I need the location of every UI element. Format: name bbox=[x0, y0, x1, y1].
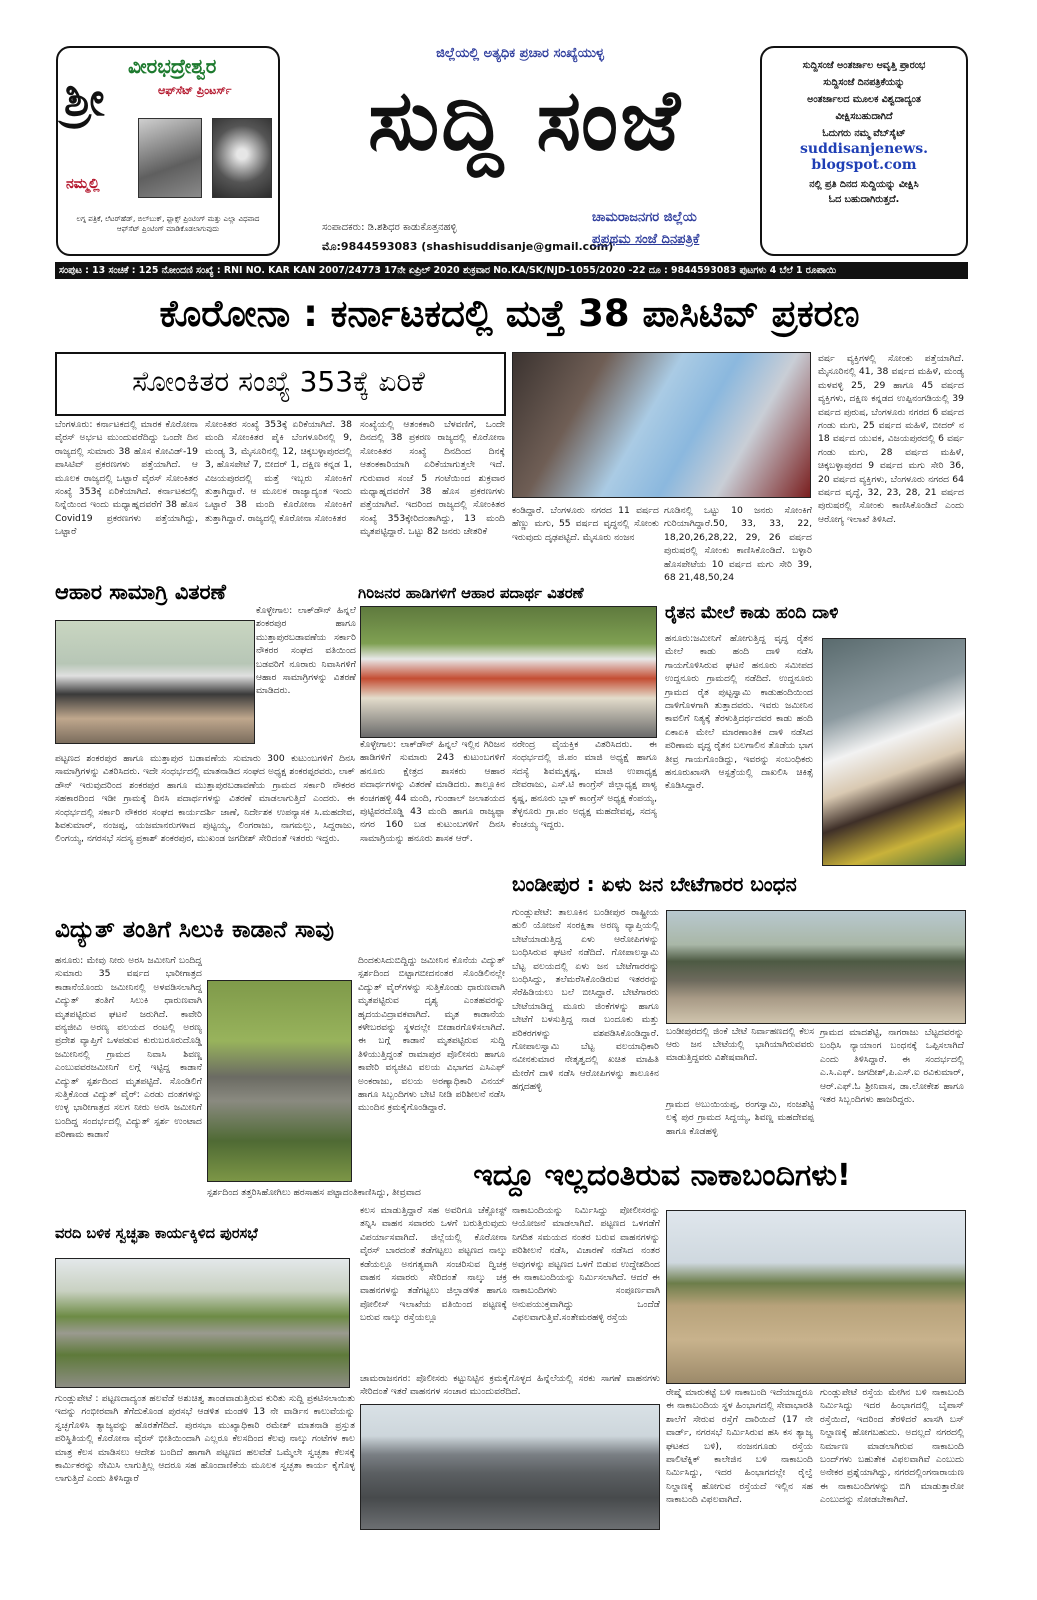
food-body: ಪಟ್ಟಣದ ಶಂಕರಪುರ ಹಾಗೂ ಮುತ್ತಾಪುರ ಬಡಾವಣೆಯ ಸುಮಾರು 300 ಕುಟುಂಬಗಳಿಗೆ ದಿನಸಿ ಸಾಮಾಗ್ರಿಗಳನ್ನು ವಿತರಿಸಿದರು. ಇದೇ ಸಂಧರ್ಭದಲ್ಲಿ ಮಾತನಾಡಿದ ಸಂಘದ ಅಧ್ಯಕ್ಷ ಶಂಕರಪ್ಪರವರು, ಲಾಕ್ ಡೌನ್ ಇರುವುದರಿಂದ ಶಂಕರಪುರ ಹಾಗೂ ಮುತ್ತಾಪುರಬಡಾವಣೆಯ ಗ್ರಾಮದ ಸರ್ಕಾರಿ ನೌಕರರ ಸಹಕಾರದಿಂದ ಇಡೀ ಗ್ರಾಮಕ್ಕೆ ದಿನಸಿ ಪದಾರ್ಥಗಳನ್ನು ವಿತರಣೆ ಮಾಡಲಾಗುತ್ತಿದೆ ಎಂದರು. ಈ ಸಂಧರ್ಭದಲ್ಲಿ ಸರ್ಕಾರಿ ನೌಕರರ ಸಂಘದ ಕಾರ್ಯದರ್ಶಿ ಜಾಣೆ, ನಿರ್ದೇಶಕ ಉಪನ್ಯಾಸಕ ಸಿ.ಮಹದೇವ, ಶಿವಕುಮಾರ್, ನಂಜಪ್ಪ, ಯಜಮಾನರುಗಳಾದ ಪುಟ್ಟಯ್ಯ, ಲಿಂಗರಾಜು, ನಾಗಮಲ್ಲು, ಸಿದ್ದರಾಜು, ಲಿಂಗಯ್ಯ, ನಗರಸಭೆ ಸದಸ್ಯ ಪ್ರಕಾಶ್ ಶಂಕರಪುರ, ಮುಖಂಡ ಜಗದೀಶ್ ಸೇರಿದಂತೆ ಇತರರು ಇದ್ದರು. bbox=[55, 753, 355, 845]
dead-elephant-photo bbox=[207, 980, 352, 1182]
lead-subhead: ಸೋಂಕಿತರ ಸಂಖ್ಯೆ 353ಕ್ಕೆ ಏರಿಕೆ bbox=[132, 365, 425, 398]
bandipur-col-3: ಗ್ರಾಮದ ಮಾದಶೆಟ್ಟಿ, ನಾಗರಾಜು ಬೆಟ್ಟದವರನ್ನು ಬಂಧಿಸಿ ನ್ಯಾಯಾಂಗ ಬಂಧನಕ್ಕೆ ಒಪ್ಪಿಸಲಾಗಿದೆ ಎಂದು ತಿಳಿಸಿದ್ದಾರೆ. ಈ ಸಂದರ್ಭದಲ್ಲಿ ಎ.ಸಿ.ಎಫ್. ಜಗದೀಶ್,ಪಿ.ಎಸ್.ಐ ರವಿಕುಮಾರ್, ಆರ್.ಎಫ್.ಓ ಶ್ರೀನಿವಾಸ, ಡಾ.ಲೋಕೇಶ ಹಾಗೂ ಇತರ ಸಿಬ್ಬಂದಿಗಳು ಹಾಜರಿದ್ದರು. bbox=[820, 1027, 964, 1106]
web-edition-line-6: ನಲ್ಲಿ ಪ್ರತಿ ದಿನದ ಸುದ್ದಿಯನ್ನು ವೀಕ್ಷಿಸಿ bbox=[809, 179, 919, 190]
lead-headline: ಕೊರೋನಾ : ಕರ್ನಾಟಕದಲ್ಲಿ ಮತ್ತೆ 38 ಪಾಸಿಟಿವ್ ಪ್ರಕರಣ bbox=[159, 292, 860, 335]
injured-farmer-photo bbox=[822, 638, 966, 866]
nammalli-text: ನಮ್ಮಲ್ಲಿ bbox=[66, 176, 100, 192]
lead-col-4: ಕಂಡಿದ್ದಾರೆ. ಬೆಂಗಳೂರು ನಗರದ 11 ವರ್ಷದ ಹೆಣ್ಣು ಮಗು, 55 ವರ್ಷದ ವೃದ್ಧನಲ್ಲಿ ಸೋಂಕು ಇರುವುದು ದೃಢಪಟ್ಟಿದೆ. ಮೈಸೂರು ನಂಜನ bbox=[512, 505, 659, 543]
web-edition-line-1: ಸುದ್ದಿಸಂಜೆ ಅಂತರ್ಜಾಲ ಆವೃತ್ತಿ ಪ್ರಾರಂಭ bbox=[802, 60, 926, 71]
tagline: ಜಿಲ್ಲೆಯಲ್ಲಿ ಅತ್ಯಧಿಕ ಪ್ರಚಾರ ಸಂಖ್ಯೆಯುಳ್ಳ bbox=[436, 46, 604, 61]
tribal-col-2: ನರೇಂದ್ರ ವೈಯಕ್ತಿಕ ವಿತರಿಸಿದರು. ಈ ಸಂಧರ್ಭದಲ್ಲಿ ಜಿ.ಪಂ ಮಾಜಿ ಅಧ್ಯಕ್ಷೆ ಹಾಗೂ ಸದಸ್ಯೆ ಶಿವಮ್ಮಕೃಷ್ಣ, ಮಾಜಿ ಉಪಾಧ್ಯಕ್ಷ ದೇವರಾಜು, ಎಸ್.ಟಿ ಕಾಂಗ್ರೆಸ್ ಜಿಲ್ಲಾಧ್ಯಕ್ಷ ಪಾಳ್ಯ ಕೃಷ್ಣ, ಹನೂರು ಬ್ಲಾಕ್ ಕಾಂಗ್ರೆಸ್ ಅಧ್ಯಕ್ಷ ಕೆಂಪಯ್ಯ, ತೆಳ್ಳನೂರು ಗ್ರಾ.ಪಂ ಅಧ್ಯಕ್ಷ ಮಹದೇವಪ್ಪ, ಸದಸ್ಯ ಕೆಂಚಯ್ಯ ಇದ್ದರು. bbox=[512, 739, 657, 831]
nakabandi-col-5: ಗುಂಡ್ಲುಪೇಟೆ ರಸ್ತೆಯ ಮೇಗಿನ ಬಳಿ ನಾಕಾಬಂದಿ ನಿರ್ಮಿಸಿದ್ದು ಇದರ ಹಿಂಭಾಗದಲ್ಲಿ ಬೈಪಾಸ್ ರಸ್ತೆಯಿದೆ, ಇದರಿಂದ ತೆರಳಿದರೆ ಖಾಸಗಿ ಬಸ್ ನಿಲ್ದಾಣಕ್ಕೆ ಹೋಗಬಹುದು. ಅದಲ್ಲದೆ ನಗರದಲ್ಲಿ ನಿರ್ಮಾಣ ಮಾಡಲಾಗಿರುವ ನಾಕಾಬಂದಿ ಬಂದ್‌ಗಳು ಬಹುತೇಕ ವಿಫಲವಾಗಿವೆ ಎಂಬುದು ಅನೇಕರ ಪ್ರಶ್ನೆಯಾಗಿದ್ದು, ನಗರದಲ್ಲಿಂಗನಾರಾಯಣ ಈ ನಾಕಾಬಂದಿಗಳನ್ನು ಬಿಗಿ ಮಾಡುತ್ತಾರೋ ಎಂಬುದನ್ನು ನೋಡಬೇಕಾಗಿದೆ. bbox=[820, 1387, 964, 1506]
lead-col-6: ವರ್ಷ ವ್ಯಕ್ತಿಗಳಲ್ಲಿ ಸೋಂಕು ಪತ್ತೆಯಾಗಿದೆ. ಮೈಸೂರಿನಲ್ಲಿ 41, 38 ವರ್ಷದ ಮಹಿಳೆ, ಮಂಡ್ಯ ಮಳವಳ್ಳಿ 25, 29 ಹಾಗೂ 45 ವರ್ಷದ ವ್ಯಕ್ತಿಗಳು, ದಕ್ಷಿಣ ಕನ್ನಡದ ಉಪ್ಪಿನಂಗಡಿಯಲ್ಲಿ 39 ವರ್ಷದ ಪುರುಷ, ಬೆಂಗಳೂರು ನಗರದ 6 ವರ್ಷದ ಗಂಡು ಮಗು, 25 ವರ್ಷದ ಮಹಿಳೆ, ಬೀದರ್ ನ 18 ವರ್ಷದ ಯುವಕ, ವಿಜಯಪುರದಲ್ಲಿ 6 ವರ್ಷ ಗಂಡು ಮಗು, 28 ವರ್ಷದ ಮಹಿಳೆ, ಚಿಕ್ಕಬಳ್ಳಾಪುರದ 9 ವರ್ಷದ ಮಗು ಸೇರಿ 36, 20 ವರ್ಷದ ವ್ಯಕ್ತಿಗಳು, ಬೆಂಗಳೂರು ನಗರದ 64 ವರ್ಷದ ವೃದ್ಧೆ, 32, 23, 28, 21 ವರ್ಷದ ಪುರುಷರಲ್ಲಿ ಸೋಂಕು ಕಾಣಿಸಿಕೊಂಡಿದೆ ಎಂದು ಆರೋಗ್ಯ ಇಲಾಖೆ ತಿಳಿಸಿದೆ. bbox=[818, 353, 964, 525]
lead-col-1: ಬೆಂಗಳೂರು: ಕರ್ನಾಟಕದಲ್ಲಿ ಮಾರಕ ಕೊರೋನಾ ವೈರಸ್ ಅರ್ಭಟ ಮುಂದುವರೆದಿದ್ದು ಒಂದೇ ದಿನ ರಾಜ್ಯದಲ್ಲಿ ಸುಮಾರು 38 ಹೊಸ ಕೋವಿಡ್-19 ಪಾಸಿಟಿವ್ ಪ್ರಕರಣಗಳು ಪತ್ತೆಯಾಗಿದೆ. ಆ ಮೂಲಕ ರಾಜ್ಯದಲ್ಲಿ ಒಟ್ಟಾರೆ ವೈರಸ್ ಸೋಂಕಿತರ ಸಂಖ್ಯೆ 353ಕ್ಕೆ ಏರಿಕೆಯಾಗಿದೆ. ಕರ್ನಾಟಕದಲ್ಲಿ ನಿನ್ನೆಯಿಂದ ಇಂದು ಮಧ್ಯಾಹ್ನದವರೆಗೆ 38 ಹೊಸ Covid19 ಪ್ರಕರಣಗಳು ಪತ್ತೆಯಾಗಿದ್ದು, ಒಟ್ಟಾರೆ bbox=[55, 419, 198, 538]
editor-line: ಸಂಪಾದಕರು: ಡಿ.ಶಶಿಧರ ಕಾಡುಕೊತ್ತನಹಳ್ಳಿ bbox=[322, 222, 457, 233]
elephant-headline: ವಿದ್ಯುತ್ ತಂತಿಗೆ ಸಿಲುಕಿ ಕಾಡಾನೆ ಸಾವು bbox=[55, 917, 335, 943]
elephant-col-extra: ಸ್ಪರ್ಶದಿಂದ ತತ್ತರಿಸಿಹೋಗಿಲು ಹರಸಾಹಸ ಪಟ್ಟಾದಂತಿಕಾಣಿಸಿದ್ದು, ತೀವ್ರವಾದ bbox=[207, 1187, 421, 1198]
nakabandi-col-1: ಚಾಮರಾಜನಗರ: ಪೊಲೀಸರು ಕಟ್ಟುನಿಟ್ಟಿನ ಕ್ರಮಕೈಗೊಳ್ಳದ ಹಿನ್ನೆಲೆಯಲ್ಲಿ ಸರಕು ಸಾಗಣೆ ವಾಹನಗಳು ಸೇರಿದಂತೆ ಇತರೆ ವಾಹನಗಳ ಸಂಚಾರ ಮುಂದುವರೆದಿದೆ. bbox=[360, 1373, 660, 1398]
bandipur-col-2: ಗ್ರಾಮದ ಅಬುಯಿಯಪ್ಪ, ರಂಗಸ್ವಾಮಿ, ನಂಜಶೆಟ್ಟಿ ಲಕ್ಕೆ ಪುರ ಗ್ರಾಮದ ಸಿದ್ದಯ್ಯ, ಶಿವಣ್ಣ ಮಹದೇವಪ್ಪ ಹಾಗೂ ಕೊಡಹಳ್ಳಿ bbox=[666, 1099, 814, 1137]
nakabandi-headline: ಇದ್ದೂ ಇಲ್ಲದಂತಿರುವ ನಾಕಾಬಂದಿಗಳು! bbox=[473, 1158, 851, 1193]
cleaning-body: ಗುಂಡ್ಲುಪೇಟೆ : ಪಟ್ಟಣದಾದ್ಯಂತ ಹಲವೆಡೆ ಅಶುಚಿತ್ವ ತಾಂಡವಾಡುತ್ತಿರುವ ಕುರಿತು ಸುದ್ದಿ ಪ್ರಕಟಿಸಲಾಯಿತು ಇದನ್ನು ಗಂಭೀರವಾಗಿ ತೆಗೆದುಕೊಂಡ ಪುರಸಭೆ ಆಡಳಿತ ಮಂಡಳಿ 13 ನೇ ವಾರ್ಡಿನ ಕಾಲುವೆಯನ್ನು ಸ್ವಚ್ಛಗೊಳಿಸಿ ತ್ಯಾಜ್ಯವನ್ನು ಹೊರತೆಗೆದಿದೆ. ಪುರಸಭಾ ಮುಖ್ಯಾಧಿಕಾರಿ ರಮೇಶ್ ಮಾತನಾಡಿ ಪ್ರಸ್ತುತ ಪರಿಸ್ಥಿತಿಯಲ್ಲಿ ಕೊರೋನಾ ವೈರಸ್ ಭೀತಿಯಿಂದಾಗಿ ಎಲ್ಲರೂ ಕೆಲಸದಿಂದ ಕೆಲವು ನಾಲ್ಕು ಗಂಟೆಗಳ ಕಾಲ ಮಾತ್ರ ಕೆಲಸ ಮಾಡಿಸಲು ಆದೇಶ ಬಂದಿದೆ ಹಾಗಾಗಿ ಪಟ್ಟಣದ ಹಲವೆಡೆ ಒಮ್ಮೆಲೇ ಸ್ವಚ್ಛತಾ ಕೆಲಸಕ್ಕೆ ಕಾರ್ಮಿಕರನ್ನು ನೇಮಿಸಿ ಲಾಗುತ್ತಿಲ್ಲ ಆದರೂ ಸಹ ಹೊಂದಾಣಿಕೆಯ ಮೂಲಕ ಸ್ವಚ್ಛತಾ ಕಾರ್ಯ ಕೈಗೊಳ್ಳ ಲಾಗುತ್ತಿದೆ ಎಂದು ತಿಳಿಸಿದ್ದಾರೆ bbox=[55, 1393, 355, 1485]
lead-col-5: ಗೂಡಿನಲ್ಲಿ ಒಟ್ಟು 10 ಜನರು ಸೋಂಕಿಗೆ ಗುರಿಯಾಗಿದ್ದಾರೆ.50, 33, 33, 22, 18,20,26,28,22, 29, 26 ವರ್ಷದ ಪುರುಷರಲ್ಲಿ ಸೋಂಕು ಕಾಣಿಸಿಕೊಂಡಿದೆ. ಬಳ್ಳಾರಿ ಹೊಸಪೇಟೆಯ 10 ವರ್ಷದ ಮಗು ಸೇರಿ 39, 68 21,48,50,24 bbox=[664, 505, 812, 584]
newspaper-title: ಸುದ್ದಿ ಸಂಜೆ bbox=[367, 71, 683, 169]
right-advert-box bbox=[760, 46, 968, 256]
phone-email: ಮೊ:9844593083 (shashisuddisanje@gmail.com) bbox=[322, 240, 614, 253]
tribal-col-1: ಕೊಳ್ಳೇಗಾಲ: ಲಾಕ್‌ಡೌನ್ ಹಿನ್ನಲೆ ಇಲ್ಲಿನ ಗಿರಿಜನ ಹಾಡಿಗಳಿಗೆ ಸುಮಾರು 243 ಕುಟುಂಬಗಳಿಗೆ ಹನೂರು ಕ್ಷೇತ್ರದ ಶಾಸಕರು ಆಹಾರ ಪದಾರ್ಥಗಳನ್ನು ವಿತರಣೆ ಮಾಡಿದರು. ತಾಲ್ಲೂಕಿನ ಕಂಚಗಹಳ್ಳಿ 44 ಮಂದಿ, ಗುಂಡಾಲ್ ಜಲಾಶಯದ ಪುಟ್ಟಿವರದೊಡ್ಡಿ 43 ಮಂದಿ ಹಾಗೂ ರಾಜ್ಯಪ್ಪಾ ನಗರ 160 ಬಡ ಕುಟುಂಬಗಳಿಗೆ ದಿನಸಿ ಸಾಮಾಗ್ರಿಯನ್ನು ಹನೂರು ಶಾಸಕ ಆರ್. bbox=[360, 739, 505, 844]
web-edition-line-5: ಓದುಗರು ನಮ್ಮ ವೆಬ್‌ಸೈಟ್ bbox=[822, 128, 906, 139]
district-line-2: ಪ್ರಪ್ರಥಮ ಸಂಜೆ ದಿನಪತ್ರಿಕೆ bbox=[592, 232, 700, 247]
pig-attack-headline: ರೈತನ ಮೇಲೆ ಕಾಡು ಹಂದಿ ದಾಳಿ bbox=[665, 603, 839, 623]
deity-image-2 bbox=[212, 118, 272, 198]
website-link[interactable]: suddisanjenews. bbox=[800, 141, 928, 157]
nakabandi-col-4: ರೇಷ್ಮೆ ಮಾರುಕಟ್ಟೆ ಬಳಿ ನಾಕಾಬಂದಿ ಇದೆಯಾದ್ದರೂ ಈ ನಾಕಾಬಂದಿಯ ಸ್ಥಳ ಹಿಂಭಾಗದಲ್ಲಿ ಸೇವಾಭಾರತಿ ಶಾಲೆಗೆ ಸೇರುವ ರಸ್ತೆಗೆ ದಾರಿಯಿದೆ (17 ನೇ ವಾರ್ಡ್, ನಗರಸಭೆ ನಿರ್ಮಿಸಿರುವ ಹಸಿ ಕಸ ತ್ಯಾಜ್ಯ ಘಟಕದ ಬಳಿ), ನಂಜನಗೂಡು ರಸ್ತೆಯ ಪಾಲಿಟೆಕ್ನಿಕ್ ಕಾಲೇಜಿನ ಬಳಿ ನಾಕಾಬಂದಿ ನಿರ್ಮಿಸಿದ್ದು, ಇದರ ಹಿಂಭಾಗದಲ್ಲೇ ರೈಲ್ವೆ ನಿಲ್ದಾಣಕ್ಕೆ ಹೋಗುವ ರಸ್ತೆಯದೆ ಇಲ್ಲಿನ ಸಹ ನಾಕಾಬಂದಿ ವಿಫಲವಾಗಿದೆ. bbox=[666, 1387, 813, 1506]
poachers-arrest-photo bbox=[666, 910, 966, 1024]
elephant-col-2: ದಿಂದಕುಸಿದುಬಿದ್ದಿದ್ದು ಜಮೀನಿನ ಕೊನೆಯ ವಿದ್ಯುತ್ ಸ್ಪರ್ಶದಿಂದ ಬಿಟ್ಟಾಗಬೀದನಂತರ ಸೊಂಡಿಲಿನಲ್ಲೇ ವಿದ್ಯುತ್ ವೈರ್‌ಗಳನ್ನು ಸುತ್ತಿಕೊಂಡು ಧಾರುಣವಾಗಿ ಮೃತಪಟ್ಟಿರುವ ದೃಶ್ಯ ಎಂತಹವರನ್ನು ಹೃದಯವಿದ್ರಾವಕವಾಗಿದೆ. ಮೃತ ಕಾಡಾನೆಯ ಕಳೇಬರವನ್ನು ಸ್ಥಳದಲ್ಲೇ ಬೀಡಾರಗೊಳಿಸಲಾಗಿದೆ. ಈ ಬಗ್ಗೆ ಕಾಡಾನೆ ಮೃತಪಟ್ಟಿರುವ ಸುದ್ದಿ ತಿಳಿಯುತ್ತಿದ್ದಂತೆ ರಾಮಾಪುರ ಪೊಲೀಸರು ಹಾಗೂ ಕಾವೇರಿ ವನ್ಯಜೀವಿ ವಲಯ ವಿಭಾಗದ ಎಸಿಎಫ್ ಅಂಕರಾಜು, ವಲಯ ಅರಣ್ಯಾಧಿಕಾರಿ ವಿನಯ್ ಹಾಗೂ ಸಿಬ್ಬಂದಿಗಳು ಬೇಟಿ ನೀಡಿ ಪರಿಶೀಲನೆ ನಡೆಸಿ ಮುಂದಿನ ಕ್ರಮಕೈಗೊಂಡಿದ್ದಾರೆ. bbox=[358, 955, 505, 1114]
info-bar: ಸಂಪುಟ : 13 ಸಂಚಿಕೆ : 125 ನೋಂದಣಿ ಸಂಖ್ಯೆ : RNI NO. KAR KAN 2007/24773 17ನೇ ಏಪ್ರಿಲ್ 2020 ಶುಕ್ರವಾರ No.KA/SK/NJD-1055/2020 -22 ದೂ : 9844593083 ಪುಟಗಳು 4 ಬೆಲೆ 1 ರೂಪಾಯಿ bbox=[55, 262, 968, 279]
bandipur-headline: ಬಂಡೀಪುರ : ಏಳು ಜನ ಬೇಟೆಗಾರರ ಬಂಧನ bbox=[512, 872, 797, 896]
food-headline: ಆಹಾರ ಸಾಮಾಗ್ರಿ ವಿತರಣೆ bbox=[55, 580, 226, 604]
sri-logo-text: ಶ್ರೀ bbox=[64, 72, 105, 126]
elephant-col-1: ಹನೂರು: ಮೇವು ನೀರು ಅರಸಿ ಜಮೀನಿಗೆ ಬಂದಿದ್ದ ಸುಮಾರು 35 ವರ್ಷದ ಭಾರೀಗಾತ್ರದ ಕಾಡಾನೆಯೊಂದು ಜಮೀನಿನಲ್ಲಿ ಅಳವಡಿಸಲಾಗಿದ್ದ ವಿದ್ಯುತ್ ತಂತಿಗೆ ಸಿಲುಕಿ ಧಾರುಣವಾಗಿ ಮೃತಪಟ್ಟಿರುವ ಘಟನೆ ಜರುಗಿದೆ. ಕಾವೇರಿ ವನ್ಯಜೀವಿ ಅರಣ್ಯ ವಲಯದ ರಂಟಲ್ಲಿ ಅರಣ್ಯ ಪ್ರದೇಶ ವ್ಯಾಪ್ತಿಗೆ ಒಳಪಡುವ ಕುರುಬರೂರುದೊಡ್ಡಿ ಜಮೀನಿನಲ್ಲಿ ಗ್ರಾಮದ ನಿವಾಸಿ ಶಿವಣ್ಣ ಎಂಬುವವರಜಮೀನಿಗೆ ಲಗ್ಗೆ ಇಟ್ಟಿದ್ದ ಕಾಡಾನೆ ವಿದ್ಯುತ್ ಸ್ಪರ್ಶದಿಂದ ಮೃತಪಟ್ಟಿದೆ. ಸೊಂಡಿಲಿಗೆ ಸುತ್ತಿಕೊಂಡ ವಿದ್ಯುತ್ ವೈರ್: ಎರಡು ದಂತಗಳನ್ನು ಉಳ್ಳ ಭಾರೀಗಾತ್ರದ ಸಲಗ ನೀರು ಅರಸಿ ಜಮೀನಿಗೆ ಬಂದಿದ್ದ ಸಂದರ್ಭದಲ್ಲಿ ವಿದ್ಯುತ್ ಸ್ಪರ್ಶ ಉಂಟಾದ ಪರಿಣಾಮ ಕಾಡಾನೆ bbox=[55, 955, 202, 1141]
nakabandi-col-3: ನಾಕಾಬಂದಿಯನ್ನು ನಿರ್ಮಿಸಿದ್ದು ಪೋಲೀಸರನ್ನು ಆಯೋಜನೆ ಮಾಡಲಾಗಿದೆ. ಪಟ್ಟಣದ ಒಳಗಡೆಗೆ ನಿಗದಿತ ಸಮಯದ ನಂತರ ಬರುವ ವಾಹನಗಳನ್ನು ಪರಿಶೀಲನೆ ನಡೆಸಿ, ವಿಚಾರಣೆ ನಡೆಸಿದ ನಂತರ ಅವುಗಳನ್ನು ಪಟ್ಟಣದ ಒಳಗೆ ಬಿಡುವ ಉದ್ದೇಶದಿಂದ ಈ ನಾಕಾಬಂದಿಯನ್ನು ನಿರ್ಮಿಸಲಾಗಿದೆ. ಆದರೆ ಈ ನಾಕಾಬಂದಿಗಳು ಸಂಪೂರ್ಣವಾಗಿ ಅನುಪಯುಕ್ತವಾಗಿದ್ದು ಒಂದೆಡೆ ವಿಫಲವಾಗುತ್ತಿವೆ.ಸಂತೇಮರಹಳ್ಳಿ ರಸ್ತೆಯ bbox=[512, 1205, 660, 1324]
printer-services: ಲಗ್ನ ಪತ್ರಿಕೆ, ಲೆಟರ್‌ಹೆಡ್, ಬಿಲ್‌ಬುಕ್, ಫ್ಲಾಕ್ಸ್ ಪ್ರಿಂಟಿಂಗ್ ಮತ್ತು ಎಲ್ಲಾ ವಿಧವಾದ ಆಫ್‌ಸೆಟ್ ಪ್ರಿಂಟಿಂಗ್ ಮಾಡಿಕೊಡಲಾಗುವುದು bbox=[76, 214, 260, 233]
shed-road-photo bbox=[360, 1404, 660, 1530]
web-edition-line-3: ಅಂತರ್ಜಾಲದ ಮೂಲಕ ವಿಶ್ವದಾದ್ಯಂತ bbox=[807, 94, 921, 105]
deity-image-1 bbox=[138, 118, 202, 198]
web-edition-line-7: ಓದ ಬಹುದಾಗಿರುತ್ತದೆ. bbox=[828, 194, 900, 205]
lead-col-3: ಸಂಖ್ಯೆಯಲ್ಲಿ ಆತಂಕಕಾರಿ ಬೆಳವಣಿಗೆ, ಒಂದೇ ದಿನದಲ್ಲಿ 38 ಪ್ರಕರಣ ರಾಜ್ಯದಲ್ಲಿ ಕೊರೋನಾ ಸೋಂಕಿತರ ಸಂಖ್ಯೆ ದಿನದಿಂದ ದಿನಕ್ಕೆ ಆತಂಕಕಾರಿಯಾಗಿ ಏರಿಕೆಯಾಗುತ್ತಲೇ ಇದೆ. ಗುರುವಾರ ಸಂಜೆ 5 ಗಂಟೆಯಿಂದ ಶುಕ್ರವಾರ ಮಧ್ಯಾಹ್ನದವರೆಗೆ 38 ಹೊಸ ಪ್ರಕರಣಗಳು ಪತ್ತೆಯಾಗಿವೆ. ಇದರಿಂದ ರಾಜ್ಯದಲ್ಲಿ ಸೋಂಕಿತರ ಸಂಖ್ಯೆ 353ಕ್ಕೇರಿದಂತಾಗಿದ್ದು, 13 ಮಂದಿ ಮೃತಪಟ್ಟಿದ್ದಾರೆ. ಒಟ್ಟು 82 ಜನರು ಚೇತರಿಕೆ bbox=[360, 419, 505, 538]
printer-sub: ಆಫ್‌ಸೆಟ್ ಪ್ರಿಂಟರ್ಸ್ bbox=[158, 84, 232, 97]
tribal-food-photo bbox=[360, 606, 657, 738]
canal-cleaning-photo bbox=[55, 1258, 350, 1388]
food-distribution-photo-1 bbox=[55, 620, 255, 744]
ppe-worker-photo bbox=[512, 352, 811, 498]
checkpost-road-photo bbox=[666, 1210, 966, 1384]
left-advert-box bbox=[56, 46, 280, 256]
bandipur-caption: ಬಂಡೀಪುರದಲ್ಲಿ ಜಿಂಕೆ ಬೇಟೆ ನಿರ್ವಾಹಣದಲ್ಲಿ ಕೆಲಸ ಆರು ಜನ ಬೇಟೆಯಲ್ಲಿ ಭಾಗಿಯಾಗಿರುವವರು ಮಾಡುತ್ತಿದ್ದವರು ವಿಶೇಷವಾಗಿದೆ. bbox=[666, 1027, 814, 1063]
bandipur-col-1: ಗುಂಡ್ಲುಪೇಟೆ: ತಾಲೂಕಿನ ಬಂಡೀಪುರ ರಾಷ್ಟ್ರೀಯ ಹುಲಿ ಯೋಜನೆ ಸಂರಕ್ಷಿತಾ ಅರಣ್ಯ ವ್ಯಾಪ್ತಿಯಲ್ಲಿ ಬೇಟೆಯಾಡುತ್ತಿದ್ದ ಏಳು ಆರೋಪಿಗಳನ್ನು ಬಂಧಿಸಿರುವ ಘಟನೆ ನಡೆದಿದೆ. ಗೋಪಾಲಸ್ವಾಮಿ ಬೆಟ್ಟ ವಲಯದಲ್ಲಿ ಏಳು ಜನ ಬೇಟೆಗಾರರನ್ನು ಬಂಧಿಸಿದ್ದು, ತಲೆಮರೆಸಿಕೊಂಡಿರುವ ಇತರರನ್ನು ಸೆರೆಹಿಡಿಯಲು ಬಲೆ ಬೀಸಿದ್ದಾರೆ. ಬೇಟೆಗಾರರು ಬೇಟೆಯಾಡಿದ್ದ ಮೂರು ಜಿಂಕೆಗಳನ್ನು ಹಾಗೂ ಬೇಟೆಗೆ ಬಳಸುತ್ತಿದ್ದ ನಾಡ ಬಂದೂಕು ಮತ್ತು ಪರಿಕರಗಳನ್ನು ವಶಪಡಿಸಿಕೊಂಡಿದ್ದಾರೆ. ಗೋಪಾಲಸ್ವಾಮಿ ಬೆಟ್ಟ ವಲಯಾಧಿಕಾರಿ ನವೀನಕುಮಾರ ನೇತೃತ್ವದಲ್ಲಿ ಖಚಿತ ಮಾಹಿತಿ ಮೇರೆಗೆ ದಾಳಿ ನಡೆಸಿ ಆರೋಪಿಗಳನ್ನು ತಾಲೂಕಿನ ಹಗ್ಗದಹಳ್ಳಿ bbox=[512, 907, 659, 1093]
web-edition-line-4: ವೀಕ್ಷಿಸಬಹುದಾಗಿದೆ bbox=[835, 111, 893, 122]
lead-col-2: ಸೋಂಕಿತರ ಸಂಖ್ಯೆ 353ಕ್ಕೆ ಏರಿಕೆಯಾಗಿದೆ. 38 ಮಂದಿ ಸೋಂಕಿತರ ಪೈಕಿ ಬೆಂಗಳೂರಿನಲ್ಲಿ 9, ಮಂಡ್ಯ 3, ಮೈಸೂರಿನಲ್ಲಿ 12, ಚಿಕ್ಕಬಳ್ಳಾಪುರದಲ್ಲಿ 3, ಹೊಸಪೇಟೆ 7, ಬೀದರ್ 1, ದಕ್ಷಿಣ ಕನ್ನಡ 1, ವಿಜಯಪುರದಲ್ಲಿ ಮತ್ತೆ ಇಬ್ಬರು ಸೋಂಕಿಗೆ ತುತ್ತಾಗಿದ್ದಾರೆ. ಆ ಮೂಲಕ ರಾಜ್ಯಾದ್ಯಂತ ಇಂದು ಒಟ್ಟಾರೆ 38 ಮಂದಿ ಕೊರೋನಾ ಸೋಂಕಿಗೆ ತುತ್ತಾಗಿದ್ದಾರೆ. ರಾಜ್ಯದಲ್ಲಿ ಕೊರೋನಾ ಸೋಂಕಿತರ bbox=[205, 419, 352, 524]
cleaning-headline: ವರದಿ ಬಳಿಕ ಸ್ವಚ್ಛತಾ ಕಾರ್ಯಕ್ಕಿಳಿದ ಪುರಸಭೆ bbox=[55, 1226, 258, 1242]
food-side-text: ಕೊಳ್ಳೇಗಾಲ: ಲಾಕ್‌ಡೌನ್ ಹಿನ್ನಲೆ ಶಂಕರಪುರ ಹಾಗೂ ಮುತ್ತಾಪುರಬಡಾವಣೆಯ ಸರ್ಕಾರಿ ನೌಕರರ ಸಂಘದ ವತಿಯಿಂದ ಬಡವರಿಗೆ ನೂರಾರು ನಿವಾಸಿಗಳಿಗೆ ಆಹಾರ ಸಾಮಾಗ್ರಿಗಳನ್ನು ವಿತರಣೆ ಮಾಡಿದರು. bbox=[256, 605, 356, 697]
district-line-1: ಚಾಮರಾಜನಗರ ಜಿಲ್ಲೆಯ bbox=[592, 210, 697, 225]
website-link-2[interactable]: blogspot.com bbox=[811, 157, 917, 173]
nakabandi-col-2: ಕಲಸ ಮಾಡುತ್ತಿದ್ದಾರೆ ಸಹ ಅವರಿಗೂ ಚೆಕ್ಪೋಸ್ಟ್ ತನ್ನಿಸಿ ವಾಹನ ಸವಾರರು ಒಳಗೆ ಬರುತ್ತಿರುವುದು ವಿಪರ್ಯಾಸವಾಗಿದೆ. ಜಿಲ್ಲೆಯಲ್ಲಿ ಕೊರೋನಾ ವೈರಸ್ ಬಾರದಂತೆ ತಡೆಗಟ್ಟಲು ಪಟ್ಟಣದ ನಾಲ್ಕು ಕಡೆಯಲ್ಲೂ ಅನಗತ್ಯವಾಗಿ ಸಂಚರಿಸುವ ದ್ವಿಚಕ್ರ ವಾಹನ ಸವಾರರು ಸೇರಿದಂತೆ ನಾಲ್ಕು ಚಕ್ರ ವಾಹನಗಳನ್ನು ತಡೆಗಟ್ಟಲು ಜಿಲ್ಲಾಡಳಿತ ಹಾಗೂ ಪೋಲೀಸ್ ಇಲಾಖೆಯ ವತಿಯಿಂದ ಪಟ್ಟಣಕ್ಕೆ ಬರುವ ನಾಲ್ಕು ರಸ್ತೆಯಲ್ಲೂ bbox=[360, 1205, 507, 1324]
printer-name: ವೀರಭದ್ರೇಶ್ವರ bbox=[128, 54, 217, 78]
web-edition-line-2: ಸುದ್ದಿಸಂಜೆ ದಿನಪತ್ರಿಕೆಯನ್ನು bbox=[823, 77, 905, 88]
tribal-food-headline: ಗಿರಿಜನರ ಹಾಡಿಗಳಿಗೆ ಆಹಾರ ಪದಾರ್ಥ ವಿತರಣೆ bbox=[358, 584, 584, 602]
pig-attack-body: ಹನೂರು:ಜಮೀನಿಗೆ ಹೋಗುತ್ತಿದ್ದ ವೃದ್ಧ ರೈತನ ಮೇಲೆ ಕಾಡು ಹಂದಿ ದಾಳಿ ನಡೆಸಿ ಗಾಯಗೊಳಿಸಿರುವ ಘಟನೆ ಹನೂರು ಸಮೀಪದ ಉದ್ದನೂರು ಗ್ರಾಮದಲ್ಲಿ ನಡೆದಿದೆ. ಉದ್ದನೂರು ಗ್ರಾಮದ ರೈತ ಪುಟ್ಟಸ್ವಾಮಿ ಕಾಡುಹಂದಿಯಿಂದ ದಾಳಿಗೊಳಗಾಗಿ ತುತ್ತಾದವರು. ಇವರು ಜಮೀನಿನ ಕಾವಲಿಗೆ ನಿತ್ಯಕ್ಕೆ ತೆರಳುತ್ತಿದರ್ಥದವರ ಕಾಡು ಹಂದಿ ಏಕಾಏಕಿ ಮೇಲೆ ಮಾರಣಾಂತಿಕ ದಾಳಿ ನಡೆಸಿದ ಪರಿಣಾಮ ವೃದ್ಧ ರೈತನ ಬಲಗಾಲಿನ ತೊಡೆಯ ಭಾಗ ತೀವ್ರ ಗಾಯಗೊಂಡಿದ್ದು, ಇವರನ್ನು ಸಂಬಂಧಿಕರು ಹನೂರುಖಾಸಗಿ ಆಸ್ಪತ್ರೆಯಲ್ಲಿ ದಾಖಲಿಸಿ ಚಿಕಿತ್ಸೆ ಕೊಡಿಸಿದ್ದಾರೆ. bbox=[665, 633, 813, 792]
